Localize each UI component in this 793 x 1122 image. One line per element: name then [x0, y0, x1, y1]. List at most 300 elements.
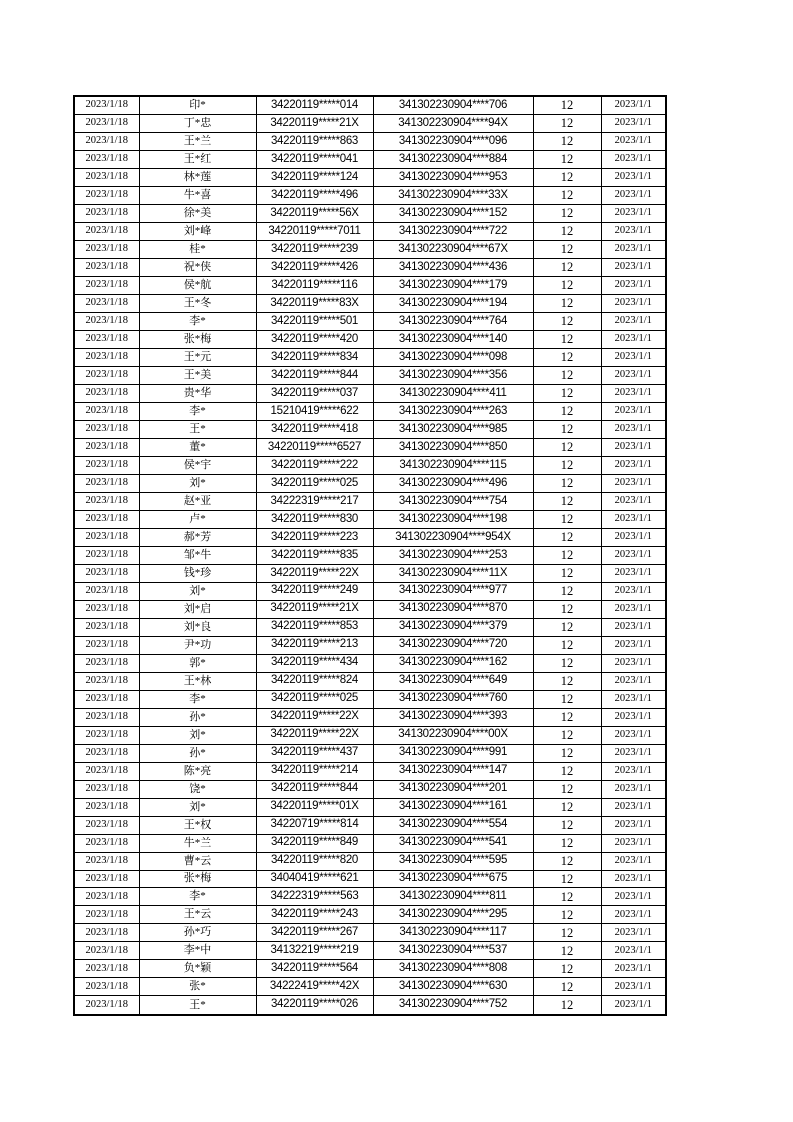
- cell-start-date: 2023/1/1: [601, 942, 666, 960]
- cell-start-date: 2023/1/1: [601, 834, 666, 852]
- table-row: [74, 330, 666, 348]
- cell-id-number-masked: 34220719*****814: [256, 816, 373, 834]
- cell-record-date: 2023/1/18: [74, 528, 139, 546]
- cell-start-date: 2023/1/1: [601, 744, 666, 762]
- cell-id-number-masked: 34222419*****42X: [256, 978, 373, 996]
- cell-code-number-masked: 341302230904****554: [373, 816, 533, 834]
- cell-person-name: 徐*美: [139, 205, 256, 223]
- cell-code-number-masked: 341302230904****541: [373, 834, 533, 852]
- cell-code-number-masked: 341302230904****161: [373, 798, 533, 816]
- cell-person-name: 刘*峰: [139, 223, 256, 241]
- cell-start-date: 2023/1/1: [601, 330, 666, 348]
- table-row: [74, 780, 666, 798]
- cell-person-name: 王*美: [139, 366, 256, 384]
- cell-id-number-masked: 34220119*****223: [256, 528, 373, 546]
- cell-code-number-masked: 341302230904****295: [373, 906, 533, 924]
- cell-start-date: 2023/1/1: [601, 888, 666, 906]
- cell-count: 12: [533, 834, 601, 852]
- cell-id-number-masked: 34220119*****844: [256, 780, 373, 798]
- cell-person-name: 王*冬: [139, 295, 256, 313]
- cell-person-name: 王*: [139, 420, 256, 438]
- cell-start-date: 2023/1/1: [601, 978, 666, 996]
- cell-count: 12: [533, 780, 601, 798]
- cell-id-number-masked: 34220119*****426: [256, 259, 373, 277]
- cell-code-number-masked: 341302230904****147: [373, 762, 533, 780]
- cell-record-date: 2023/1/18: [74, 708, 139, 726]
- cell-record-date: 2023/1/18: [74, 277, 139, 295]
- cell-person-name: 郭*: [139, 654, 256, 672]
- cell-code-number-masked: 341302230904****201: [373, 780, 533, 798]
- cell-id-number-masked: 34220119*****243: [256, 906, 373, 924]
- cell-person-name: 李*: [139, 888, 256, 906]
- cell-start-date: 2023/1/1: [601, 510, 666, 528]
- table-row: [74, 151, 666, 169]
- cell-person-name: 李*: [139, 402, 256, 420]
- cell-record-date: 2023/1/18: [74, 582, 139, 600]
- cell-person-name: 负*颖: [139, 960, 256, 978]
- cell-count: 12: [533, 924, 601, 942]
- cell-count: 12: [533, 798, 601, 816]
- cell-count: 12: [533, 906, 601, 924]
- cell-record-date: 2023/1/18: [74, 744, 139, 762]
- cell-count: 12: [533, 654, 601, 672]
- cell-count: 12: [533, 690, 601, 708]
- cell-record-date: 2023/1/18: [74, 798, 139, 816]
- cell-record-date: 2023/1/18: [74, 330, 139, 348]
- cell-count: 12: [533, 672, 601, 690]
- cell-person-name: 王*兰: [139, 133, 256, 151]
- cell-person-name: 丁*忠: [139, 115, 256, 133]
- cell-record-date: 2023/1/18: [74, 366, 139, 384]
- table-row: [74, 259, 666, 277]
- cell-count: 12: [533, 708, 601, 726]
- cell-person-name: 孙*: [139, 708, 256, 726]
- cell-code-number-masked: 341302230904****198: [373, 510, 533, 528]
- cell-id-number-masked: 34220119*****863: [256, 133, 373, 151]
- table-row: [74, 438, 666, 456]
- cell-code-number-masked: 341302230904****811: [373, 888, 533, 906]
- cell-count: 12: [533, 978, 601, 996]
- cell-start-date: 2023/1/1: [601, 690, 666, 708]
- cell-start-date: 2023/1/1: [601, 762, 666, 780]
- cell-person-name: 张*梅: [139, 330, 256, 348]
- cell-count: 12: [533, 295, 601, 313]
- cell-code-number-masked: 341302230904****808: [373, 960, 533, 978]
- cell-record-date: 2023/1/18: [74, 870, 139, 888]
- cell-record-date: 2023/1/18: [74, 960, 139, 978]
- cell-person-name: 赵*亚: [139, 492, 256, 510]
- cell-person-name: 钱*珍: [139, 564, 256, 582]
- cell-count: 12: [533, 241, 601, 259]
- cell-code-number-masked: 341302230904****537: [373, 942, 533, 960]
- cell-person-name: 刘*: [139, 798, 256, 816]
- cell-id-number-masked: 34132219*****219: [256, 942, 373, 960]
- cell-person-name: 张*梅: [139, 870, 256, 888]
- cell-code-number-masked: 341302230904****752: [373, 996, 533, 1015]
- cell-start-date: 2023/1/1: [601, 492, 666, 510]
- cell-code-number-masked: 341302230904****263: [373, 402, 533, 420]
- cell-record-date: 2023/1/18: [74, 762, 139, 780]
- cell-id-number-masked: 34220119*****853: [256, 618, 373, 636]
- cell-code-number-masked: 341302230904****096: [373, 133, 533, 151]
- cell-id-number-masked: 34220119*****830: [256, 510, 373, 528]
- cell-start-date: 2023/1/1: [601, 187, 666, 205]
- cell-id-number-masked: 15210419*****622: [256, 402, 373, 420]
- cell-id-number-masked: 34220119*****21X: [256, 600, 373, 618]
- cell-count: 12: [533, 115, 601, 133]
- cell-person-name: 孙*: [139, 744, 256, 762]
- cell-record-date: 2023/1/18: [74, 474, 139, 492]
- cell-count: 12: [533, 187, 601, 205]
- cell-record-date: 2023/1/18: [74, 295, 139, 313]
- cell-count: 12: [533, 492, 601, 510]
- table-row: [74, 312, 666, 330]
- cell-start-date: 2023/1/1: [601, 438, 666, 456]
- records-table-body: [74, 96, 666, 1015]
- table-row: [74, 924, 666, 942]
- cell-record-date: 2023/1/18: [74, 402, 139, 420]
- cell-id-number-masked: 34220119*****239: [256, 241, 373, 259]
- cell-record-date: 2023/1/18: [74, 888, 139, 906]
- cell-code-number-masked: 341302230904****954X: [373, 528, 533, 546]
- cell-id-number-masked: 34040419*****621: [256, 870, 373, 888]
- cell-id-number-masked: 34220119*****418: [256, 420, 373, 438]
- cell-count: 12: [533, 942, 601, 960]
- cell-id-number-masked: 34220119*****014: [256, 96, 373, 115]
- cell-person-name: 李*: [139, 312, 256, 330]
- cell-count: 12: [533, 888, 601, 906]
- cell-code-number-masked: 341302230904****850: [373, 438, 533, 456]
- cell-person-name: 尹*功: [139, 636, 256, 654]
- cell-code-number-masked: 341302230904****117: [373, 924, 533, 942]
- cell-start-date: 2023/1/1: [601, 780, 666, 798]
- cell-code-number-masked: 341302230904****977: [373, 582, 533, 600]
- cell-start-date: 2023/1/1: [601, 618, 666, 636]
- cell-start-date: 2023/1/1: [601, 672, 666, 690]
- cell-start-date: 2023/1/1: [601, 726, 666, 744]
- cell-person-name: 林*莲: [139, 169, 256, 187]
- cell-start-date: 2023/1/1: [601, 241, 666, 259]
- cell-start-date: 2023/1/1: [601, 384, 666, 402]
- cell-id-number-masked: 34222319*****563: [256, 888, 373, 906]
- table-row: [74, 402, 666, 420]
- table-row: [74, 241, 666, 259]
- table-row: [74, 798, 666, 816]
- cell-start-date: 2023/1/1: [601, 223, 666, 241]
- cell-start-date: 2023/1/1: [601, 295, 666, 313]
- cell-record-date: 2023/1/18: [74, 654, 139, 672]
- cell-start-date: 2023/1/1: [601, 582, 666, 600]
- cell-start-date: 2023/1/1: [601, 402, 666, 420]
- table-row: [74, 420, 666, 438]
- cell-id-number-masked: 34220119*****249: [256, 582, 373, 600]
- cell-start-date: 2023/1/1: [601, 852, 666, 870]
- table-row: [74, 187, 666, 205]
- cell-person-name: 王*红: [139, 151, 256, 169]
- table-row: [74, 744, 666, 762]
- cell-record-date: 2023/1/18: [74, 816, 139, 834]
- cell-start-date: 2023/1/1: [601, 420, 666, 438]
- cell-count: 12: [533, 474, 601, 492]
- cell-id-number-masked: 34220119*****824: [256, 672, 373, 690]
- table-row: [74, 618, 666, 636]
- cell-code-number-masked: 341302230904****870: [373, 600, 533, 618]
- cell-record-date: 2023/1/18: [74, 906, 139, 924]
- cell-id-number-masked: 34220119*****037: [256, 384, 373, 402]
- cell-code-number-masked: 341302230904****649: [373, 672, 533, 690]
- cell-record-date: 2023/1/18: [74, 618, 139, 636]
- cell-record-date: 2023/1/18: [74, 852, 139, 870]
- table-row: [74, 762, 666, 780]
- cell-id-number-masked: 34220119*****116: [256, 277, 373, 295]
- cell-id-number-masked: 34220119*****267: [256, 924, 373, 942]
- cell-count: 12: [533, 366, 601, 384]
- table-row: [74, 600, 666, 618]
- cell-person-name: 牛*兰: [139, 834, 256, 852]
- cell-id-number-masked: 34220119*****025: [256, 690, 373, 708]
- cell-count: 12: [533, 564, 601, 582]
- cell-id-number-masked: 34220119*****844: [256, 366, 373, 384]
- cell-id-number-masked: 34220119*****025: [256, 474, 373, 492]
- table-row: [74, 960, 666, 978]
- cell-code-number-masked: 341302230904****496: [373, 474, 533, 492]
- cell-code-number-masked: 341302230904****33X: [373, 187, 533, 205]
- table-row: [74, 546, 666, 564]
- cell-count: 12: [533, 312, 601, 330]
- cell-code-number-masked: 341302230904****00X: [373, 726, 533, 744]
- cell-person-name: 李*中: [139, 942, 256, 960]
- cell-record-date: 2023/1/18: [74, 151, 139, 169]
- cell-start-date: 2023/1/1: [601, 600, 666, 618]
- cell-id-number-masked: 34220119*****22X: [256, 726, 373, 744]
- cell-id-number-masked: 34220119*****420: [256, 330, 373, 348]
- cell-count: 12: [533, 456, 601, 474]
- cell-code-number-masked: 341302230904****194: [373, 295, 533, 313]
- cell-code-number-masked: 341302230904****595: [373, 852, 533, 870]
- cell-code-number-masked: 341302230904****411: [373, 384, 533, 402]
- cell-code-number-masked: 341302230904****720: [373, 636, 533, 654]
- table-row: [74, 672, 666, 690]
- cell-id-number-masked: 34220119*****22X: [256, 708, 373, 726]
- cell-person-name: 李*: [139, 690, 256, 708]
- cell-start-date: 2023/1/1: [601, 528, 666, 546]
- cell-count: 12: [533, 582, 601, 600]
- cell-start-date: 2023/1/1: [601, 708, 666, 726]
- cell-record-date: 2023/1/18: [74, 510, 139, 528]
- cell-code-number-masked: 341302230904****884: [373, 151, 533, 169]
- cell-id-number-masked: 34220119*****026: [256, 996, 373, 1015]
- table-row: [74, 978, 666, 996]
- cell-record-date: 2023/1/18: [74, 636, 139, 654]
- cell-record-date: 2023/1/18: [74, 834, 139, 852]
- cell-record-date: 2023/1/18: [74, 223, 139, 241]
- cell-start-date: 2023/1/1: [601, 277, 666, 295]
- cell-code-number-masked: 341302230904****253: [373, 546, 533, 564]
- cell-code-number-masked: 341302230904****393: [373, 708, 533, 726]
- cell-start-date: 2023/1/1: [601, 456, 666, 474]
- cell-code-number-masked: 341302230904****67X: [373, 241, 533, 259]
- cell-person-name: 印*: [139, 96, 256, 115]
- table-row: [74, 816, 666, 834]
- cell-code-number-masked: 341302230904****630: [373, 978, 533, 996]
- cell-id-number-masked: 34220119*****835: [256, 546, 373, 564]
- cell-person-name: 饶*: [139, 780, 256, 798]
- cell-id-number-masked: 34220119*****56X: [256, 205, 373, 223]
- cell-record-date: 2023/1/18: [74, 996, 139, 1015]
- cell-person-name: 刘*: [139, 474, 256, 492]
- table-row: [74, 564, 666, 582]
- cell-person-name: 曹*云: [139, 852, 256, 870]
- cell-id-number-masked: 34220119*****7011: [256, 223, 373, 241]
- cell-count: 12: [533, 528, 601, 546]
- cell-person-name: 桂*: [139, 241, 256, 259]
- cell-count: 12: [533, 600, 601, 618]
- table-row: [74, 708, 666, 726]
- cell-id-number-masked: 34220119*****564: [256, 960, 373, 978]
- cell-start-date: 2023/1/1: [601, 798, 666, 816]
- cell-record-date: 2023/1/18: [74, 259, 139, 277]
- cell-person-name: 郝*芳: [139, 528, 256, 546]
- cell-id-number-masked: 34220119*****501: [256, 312, 373, 330]
- cell-code-number-masked: 341302230904****436: [373, 259, 533, 277]
- cell-person-name: 王*林: [139, 672, 256, 690]
- cell-code-number-masked: 341302230904****140: [373, 330, 533, 348]
- cell-start-date: 2023/1/1: [601, 924, 666, 942]
- cell-record-date: 2023/1/18: [74, 205, 139, 223]
- cell-person-name: 王*元: [139, 348, 256, 366]
- cell-count: 12: [533, 546, 601, 564]
- cell-count: 12: [533, 223, 601, 241]
- cell-start-date: 2023/1/1: [601, 205, 666, 223]
- cell-count: 12: [533, 510, 601, 528]
- cell-id-number-masked: 34222319*****217: [256, 492, 373, 510]
- cell-code-number-masked: 341302230904****152: [373, 205, 533, 223]
- cell-record-date: 2023/1/18: [74, 420, 139, 438]
- cell-person-name: 张*: [139, 978, 256, 996]
- cell-code-number-masked: 341302230904****379: [373, 618, 533, 636]
- cell-person-name: 王*云: [139, 906, 256, 924]
- cell-code-number-masked: 341302230904****675: [373, 870, 533, 888]
- table-row: [74, 834, 666, 852]
- cell-person-name: 刘*: [139, 582, 256, 600]
- cell-code-number-masked: 341302230904****94X: [373, 115, 533, 133]
- cell-start-date: 2023/1/1: [601, 564, 666, 582]
- records-table: [73, 95, 667, 1016]
- cell-id-number-masked: 34220119*****820: [256, 852, 373, 870]
- cell-person-name: 牛*喜: [139, 187, 256, 205]
- cell-code-number-masked: 341302230904****754: [373, 492, 533, 510]
- cell-count: 12: [533, 726, 601, 744]
- table-row: [74, 888, 666, 906]
- cell-count: 12: [533, 744, 601, 762]
- table-row: [74, 636, 666, 654]
- table-row: [74, 654, 666, 672]
- cell-record-date: 2023/1/18: [74, 312, 139, 330]
- table-row: [74, 223, 666, 241]
- cell-count: 12: [533, 277, 601, 295]
- cell-count: 12: [533, 96, 601, 115]
- table-row: [74, 133, 666, 151]
- cell-code-number-masked: 341302230904****722: [373, 223, 533, 241]
- table-row: [74, 277, 666, 295]
- cell-person-name: 侯*宇: [139, 456, 256, 474]
- cell-record-date: 2023/1/18: [74, 96, 139, 115]
- table-row: [74, 456, 666, 474]
- cell-start-date: 2023/1/1: [601, 169, 666, 187]
- cell-person-name: 刘*启: [139, 600, 256, 618]
- cell-count: 12: [533, 205, 601, 223]
- table-row: [74, 852, 666, 870]
- cell-id-number-masked: 34220119*****434: [256, 654, 373, 672]
- table-row: [74, 366, 666, 384]
- cell-count: 12: [533, 402, 601, 420]
- cell-id-number-masked: 34220119*****83X: [256, 295, 373, 313]
- cell-id-number-masked: 34220119*****214: [256, 762, 373, 780]
- cell-count: 12: [533, 151, 601, 169]
- cell-person-name: 邹*牛: [139, 546, 256, 564]
- cell-id-number-masked: 34220119*****496: [256, 187, 373, 205]
- cell-count: 12: [533, 636, 601, 654]
- cell-record-date: 2023/1/18: [74, 384, 139, 402]
- cell-record-date: 2023/1/18: [74, 780, 139, 798]
- table-row: [74, 942, 666, 960]
- cell-start-date: 2023/1/1: [601, 133, 666, 151]
- cell-person-name: 孙*巧: [139, 924, 256, 942]
- table-row: [74, 726, 666, 744]
- cell-record-date: 2023/1/18: [74, 690, 139, 708]
- cell-code-number-masked: 341302230904****115: [373, 456, 533, 474]
- cell-count: 12: [533, 870, 601, 888]
- cell-code-number-masked: 341302230904****162: [373, 654, 533, 672]
- cell-id-number-masked: 34220119*****437: [256, 744, 373, 762]
- cell-start-date: 2023/1/1: [601, 816, 666, 834]
- cell-person-name: 王*权: [139, 816, 256, 834]
- cell-record-date: 2023/1/18: [74, 672, 139, 690]
- cell-id-number-masked: 34220119*****21X: [256, 115, 373, 133]
- cell-start-date: 2023/1/1: [601, 259, 666, 277]
- table-row: [74, 384, 666, 402]
- cell-start-date: 2023/1/1: [601, 366, 666, 384]
- cell-record-date: 2023/1/18: [74, 169, 139, 187]
- table-row: [74, 169, 666, 187]
- cell-record-date: 2023/1/18: [74, 438, 139, 456]
- cell-record-date: 2023/1/18: [74, 924, 139, 942]
- cell-code-number-masked: 341302230904****760: [373, 690, 533, 708]
- cell-start-date: 2023/1/1: [601, 151, 666, 169]
- cell-count: 12: [533, 348, 601, 366]
- table-row: [74, 690, 666, 708]
- cell-person-name: 刘*良: [139, 618, 256, 636]
- cell-record-date: 2023/1/18: [74, 456, 139, 474]
- table-row: [74, 115, 666, 133]
- table-row: [74, 205, 666, 223]
- cell-start-date: 2023/1/1: [601, 636, 666, 654]
- cell-id-number-masked: 34220119*****22X: [256, 564, 373, 582]
- cell-record-date: 2023/1/18: [74, 600, 139, 618]
- cell-count: 12: [533, 438, 601, 456]
- table-row: [74, 870, 666, 888]
- cell-count: 12: [533, 133, 601, 151]
- cell-start-date: 2023/1/1: [601, 870, 666, 888]
- cell-code-number-masked: 341302230904****953: [373, 169, 533, 187]
- cell-id-number-masked: 34220119*****041: [256, 151, 373, 169]
- cell-person-name: 刘*: [139, 726, 256, 744]
- cell-person-name: 贵*华: [139, 384, 256, 402]
- table-row: [74, 492, 666, 510]
- cell-count: 12: [533, 996, 601, 1015]
- cell-record-date: 2023/1/18: [74, 133, 139, 151]
- cell-count: 12: [533, 960, 601, 978]
